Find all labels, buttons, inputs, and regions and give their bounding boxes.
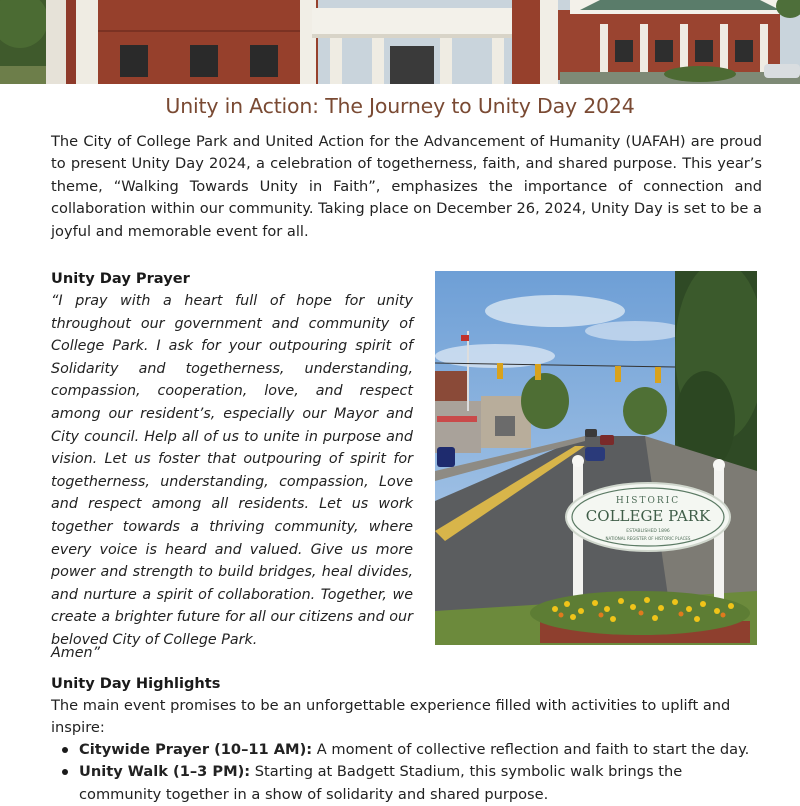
prayer-closing: Amen” xyxy=(51,645,100,661)
street-photo-college-park-sign xyxy=(435,271,757,645)
bullet-icon xyxy=(62,747,68,753)
sign-line4: NATIONAL REGISTER OF HISTORIC PLACES xyxy=(605,536,691,541)
highlights-intro: The main event promises to be an unforgettable experience filled with activities to uplift and inspire: xyxy=(51,697,731,737)
highlight-label: Unity Walk (1–3 PM): xyxy=(79,763,251,781)
sign-line1: HISTORIC xyxy=(615,496,681,506)
intro-paragraph: The City of College Park and United Action for the Advancement of Humanity (UAFAH) are proud to present Unity Day 2024, a celebration of togetherness, faith, and shared purpose. This year’s theme, “Walking Towards Unity in Faith”, emphasizes the importance of connection and collaboration within our community. Taking place on December 26, 2024, Unity Day is set to be a joyful and memorable event for all. xyxy=(51,133,762,240)
banner-photo-city-hall xyxy=(0,0,800,84)
prayer-heading: Unity Day Prayer xyxy=(51,270,190,287)
list-item xyxy=(79,739,759,761)
sign-line3: ESTABLISHED 1896 xyxy=(626,529,670,534)
highlights-list xyxy=(79,739,759,806)
article-headline: Unity in Action: The Journey to Unity Day 2024 xyxy=(165,94,635,118)
highlight-label: Citywide Prayer (10–11 AM): xyxy=(79,741,313,758)
bullet-icon xyxy=(62,769,68,775)
prayer-text: “I pray with a heart full of hope for unity throughout our government and community of College Park. I ask for your outpouring spirit of Solidarity and togetherness, understanding, compassion, cooperation, love, and respect among our resident’s, especially our Mayor and City council. Help all of us to unite in purpose and vision. Let us foster that outpouring of spirit for togetherness, understanding, compassion, Love and respect among all residents. Let us work together towards a thriving community, where every voice is heard and valued. Give us more power and strength to build bridges, heal divides, and nurture a spirit of collaboration. Together, we create a brighter future for all our citizens and our beloved City of College Park. xyxy=(51,293,413,648)
list-item xyxy=(79,761,759,806)
sign-line2: COLLEGE PARK xyxy=(585,507,711,525)
highlight-text: A moment of collective reflection and faith to start the day. xyxy=(312,741,750,758)
highlights-heading: Unity Day Highlights xyxy=(51,675,221,692)
highlight-text: Starting at Badgett Stadium, this symbolic walk brings the community together in a show of solidarity and shared purpose. xyxy=(79,763,683,803)
